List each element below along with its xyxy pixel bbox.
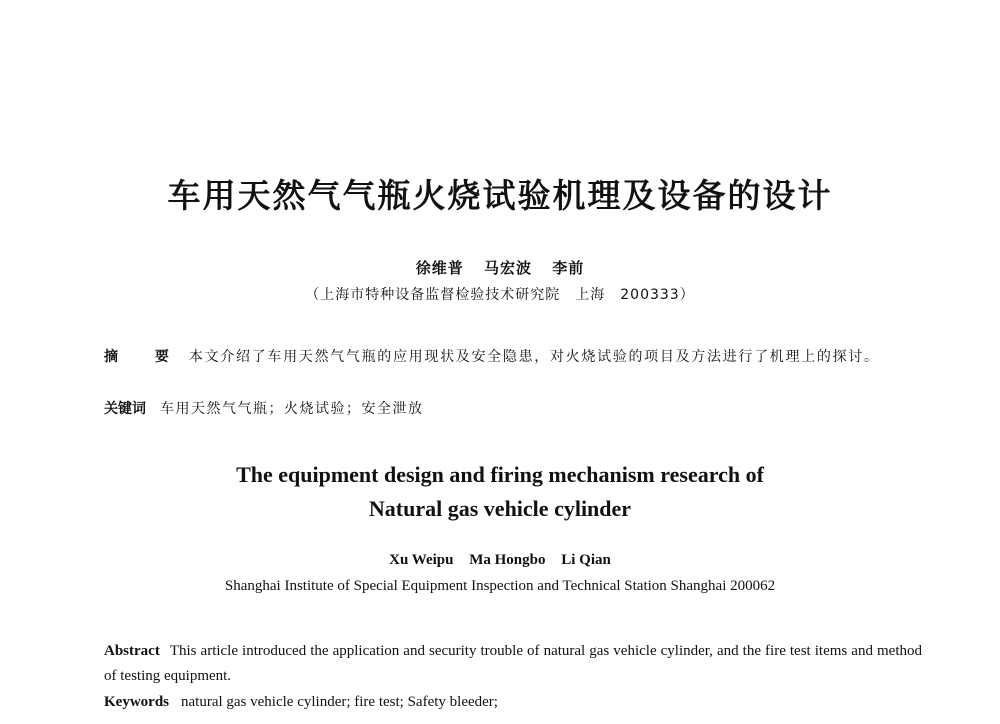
chinese-author-1: 徐维普 [415,259,464,277]
english-title [0,458,1000,526]
english-authors [0,552,1000,569]
chinese-author-2: 马宏波 [483,259,532,277]
english-abstract-text: This article introduced the application and security trouble of natural gas vehicle cylinder, and the fire test items and method of testing equipment. [104,643,922,684]
chinese-keywords-text: 车用天然气气瓶；火烧试验；安全泄放 [160,401,424,417]
chinese-keywords-label: 关键词 [104,401,146,417]
english-title-line-2: Natural gas vehicle cylinder [368,496,632,521]
chinese-abstract-label: 摘 要 [104,349,185,365]
chinese-affiliation: （上海市特种设备监督检验技术研究院 上海 200333） [305,287,695,303]
chinese-title: 车用天然气气瓶火烧试验机理及设备的设计 [167,176,833,215]
english-author-3: Li Qian [561,552,611,568]
english-keywords [104,690,922,715]
chinese-keywords [104,396,920,422]
english-affiliation: Shanghai Institute of Special Equipment Inspection and Technical Station Shanghai 200062 [224,578,776,594]
chinese-abstract-text: 本文介绍了车用天然气气瓶的应用现状及安全隐患，对火烧试验的项目及方法进行了机理上的探讨。 [188,349,880,365]
chinese-author-3: 李前 [552,259,585,277]
chinese-abstract [104,344,920,370]
english-keywords-text: natural gas vehicle cylinder; fire test; Safety bleeder; [181,694,498,710]
english-abstract [104,639,922,689]
english-keywords-label: Keywords [104,694,169,710]
english-title-line-1: The equipment design and firing mechanism research of [236,462,764,487]
english-author-2: Ma Hongbo [469,552,546,568]
english-abstract-label: Abstract [104,643,160,659]
chinese-authors [0,257,1000,278]
english-author-1: Xu Weipu [389,552,454,568]
